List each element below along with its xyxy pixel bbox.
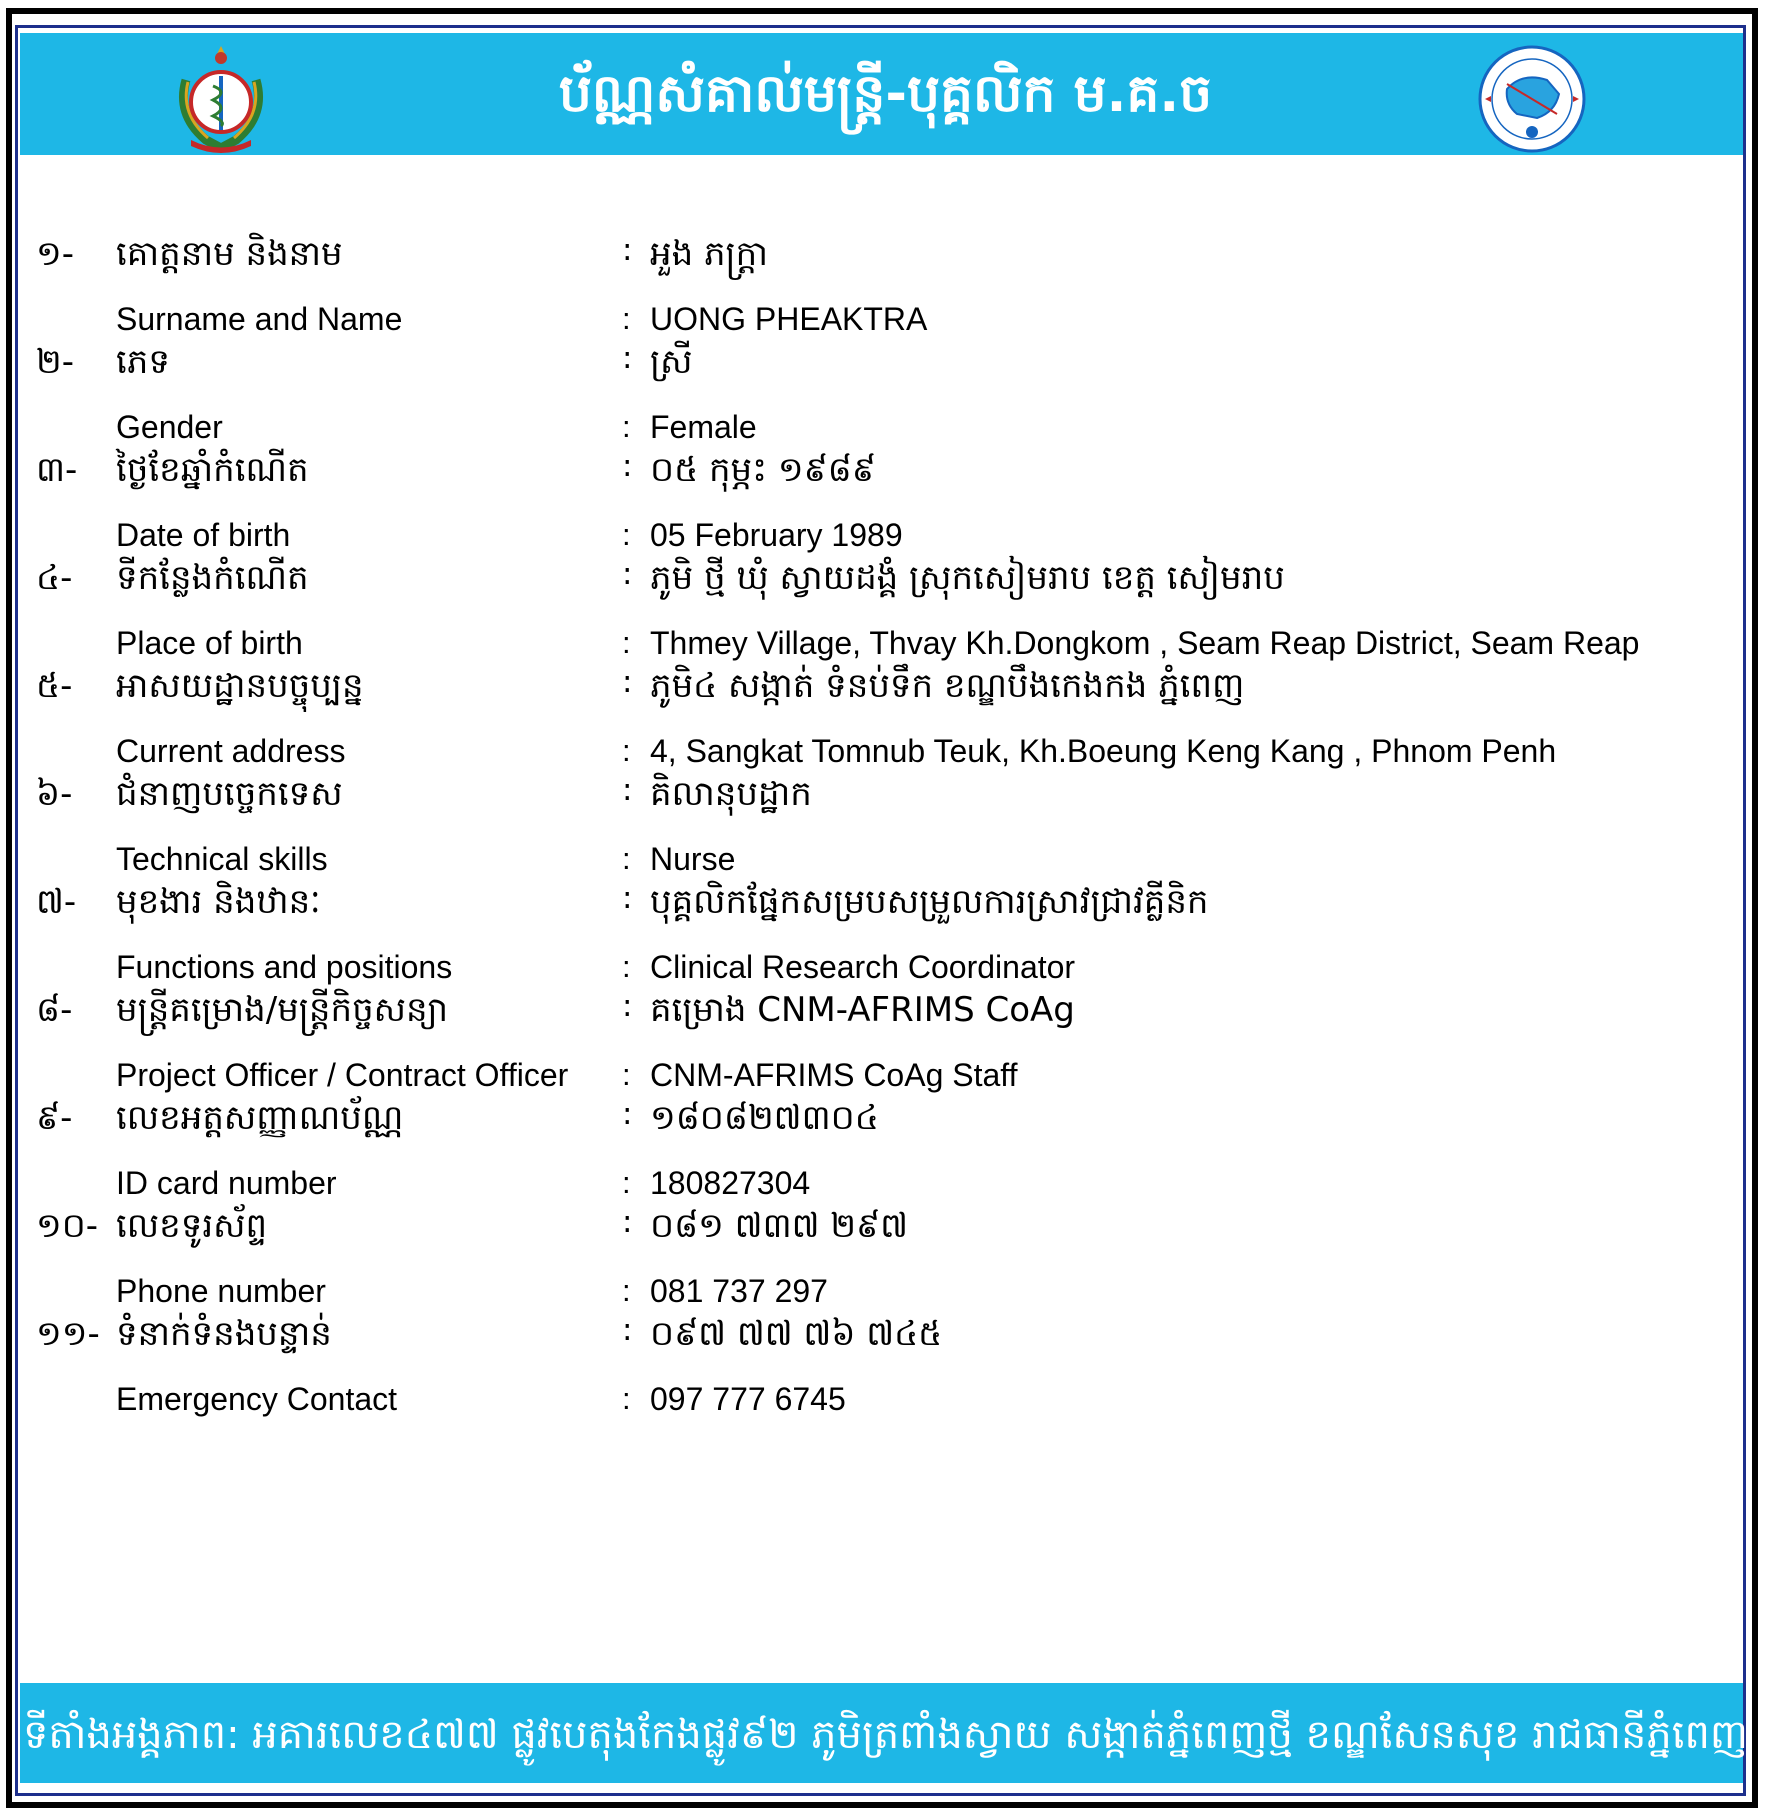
field-number: ៥- [36,666,73,706]
field-label-english: ID card number [116,1165,337,1201]
field-value-english: 4, Sangkat Tomnub Teuk, Kh.Boeung Keng Kang , Phnom Penh [650,733,1557,769]
field-colon: : [622,1273,631,1308]
field-colon: : [622,664,633,700]
field-colon: : [622,1096,633,1132]
field-row-khmer [0,1096,1771,1158]
field-value-khmer: អួង ភក្ត្រា [650,234,769,274]
field-value-english: 081 737 297 [650,1273,828,1309]
field-label-english: Phone number [116,1273,326,1309]
field-value-english: Female [650,409,757,445]
field-colon: : [622,841,631,876]
field-colon: : [622,949,631,984]
field-number: ១១- [36,1314,100,1354]
field-label-khmer: លេខអត្តសញ្ញាណប័ណ្ណ [116,1098,404,1138]
field-label-khmer: ទីកន្លែងកំណើត [116,558,309,598]
field-value-english: Clinical Research Coordinator [650,949,1076,985]
field-row-khmer [0,664,1771,726]
field-colon: : [622,1057,631,1092]
field-colon: : [622,1165,631,1200]
field-number: ៦- [36,774,73,814]
field-colon: : [622,517,631,552]
field-row-khmer [0,232,1771,294]
field-number: ១- [36,234,75,274]
field-number: ២- [36,342,75,382]
field-row-khmer [0,1204,1771,1266]
field-label-khmer: គោត្តនាម និងនាម [116,234,343,274]
field-number: ១០- [36,1206,99,1246]
field-row-khmer [0,340,1771,402]
field-row-khmer [0,880,1771,942]
field-label-khmer: លេខទូរស័ព្ទ [116,1206,268,1246]
field-colon: : [622,988,633,1024]
field-value-khmer: ០៩៧ ៧៧ ៧៦ ៧៤៥ [650,1314,943,1354]
field-row-english [0,1381,1771,1443]
field-value-khmer: ភូមិ៤ សង្កាត់ ទំនប់ទឹក ខណ្ឌបឹងកេងកង ភ្នំពេញ [650,666,1245,706]
field-value-khmer: ភូមិ ថ្មី ឃុំ ស្វាយដង្គំ ស្រុកសៀមរាប ខេត្ត សៀមរាប [650,558,1285,598]
field-value-khmer: ០៨១ ៧៣៧ ២៩៧ [650,1206,909,1246]
field-value-english: 180827304 [650,1165,811,1201]
field-colon: : [622,1312,633,1348]
field-label-english: Emergency Contact [116,1381,398,1417]
field-value-khmer: គម្រោង CNM-AFRIMS CoAg [650,990,1075,1030]
field-label-english: Current address [116,733,346,769]
field-label-khmer: ថ្ងៃខែឆ្នាំកំណើត [116,450,309,490]
field-colon: : [622,556,633,592]
field-colon: : [622,772,633,808]
cnm-logo-icon [1477,44,1587,154]
field-colon: : [622,232,633,268]
field-label-khmer: ទំនាក់ទំនងបន្ទាន់ [116,1314,332,1354]
field-colon: : [622,625,631,660]
field-row-khmer [0,988,1771,1050]
field-colon: : [622,301,631,336]
field-value-khmer: ស្រី [650,342,693,382]
field-label-khmer: ជំនាញបច្ចេកទេស [116,774,343,814]
field-colon: : [622,1381,631,1416]
field-row-khmer [0,448,1771,510]
field-value-khmer: បុគ្គលិកផ្នែកសម្របសម្រួលការស្រាវជ្រាវគ្លីនិក [650,882,1209,922]
field-number: ៩- [36,1098,73,1138]
field-label-khmer: មន្ត្រីគម្រោង/មន្ត្រីកិច្ចសន្យា [116,990,449,1030]
field-label-khmer: មុខងារ និងឋានៈ [116,882,321,922]
field-label-english: Surname and Name [116,301,403,337]
field-colon: : [622,1204,633,1240]
field-label-english: Gender [116,409,223,445]
field-value-english: UONG PHEAKTRA [650,301,928,337]
field-value-khmer: ១៨០៨២៧៣០៤ [650,1098,879,1138]
field-label-english: Functions and positions [116,949,453,985]
field-value-khmer: គិលានុបដ្ឋាក [650,774,812,814]
field-number: ៤- [36,558,73,598]
field-colon: : [622,448,633,484]
field-label-english: Place of birth [116,625,303,661]
field-row-khmer [0,556,1771,618]
field-label-khmer: ភេទ [116,342,170,382]
field-label-english: Date of birth [116,517,291,553]
field-row-khmer [0,772,1771,834]
field-value-english: 05 February 1989 [650,517,903,553]
field-colon: : [622,409,631,444]
ministry-emblem-icon [166,40,276,155]
field-value-english: Nurse [650,841,736,877]
field-label-english: Project Officer / Contract Officer [116,1057,569,1093]
field-value-english: CNM-AFRIMS CoAg Staff [650,1057,1018,1093]
field-colon: : [622,733,631,768]
card-title: ប័ណ្ណសំគាល់មន្ត្រី-បុគ្គលិក ម.គ.ច [558,64,1213,124]
field-value-english: 097 777 6745 [650,1381,846,1417]
field-value-english: Thmey Village, Thvay Kh.Dongkom , Seam Reap District, Seam Reap [650,625,1640,661]
organization-address: ទីតាំងអង្គភាព: អគារលេខ៤៧៧ ផ្លូវបេតុងកែងផ្លូវ៩២ ភូមិត្រពាំងស្វាយ សង្កាត់ភ្នំពេញថ្មី ខណ្ឌសែនសុខ រាជធានីភ្នំពេញ [23,1712,1748,1758]
field-colon: : [622,880,633,916]
field-label-khmer: អាសយដ្ឋានបច្ចុប្បន្ន [116,666,364,706]
field-number: ៨- [36,990,73,1030]
field-value-khmer: ០៥ កុម្ភះ ១៩៨៩ [650,450,876,490]
field-number: ៣- [36,450,78,490]
field-number: ៧- [36,882,77,922]
field-colon: : [622,340,633,376]
field-label-english: Technical skills [116,841,328,877]
field-row-khmer [0,1312,1771,1374]
